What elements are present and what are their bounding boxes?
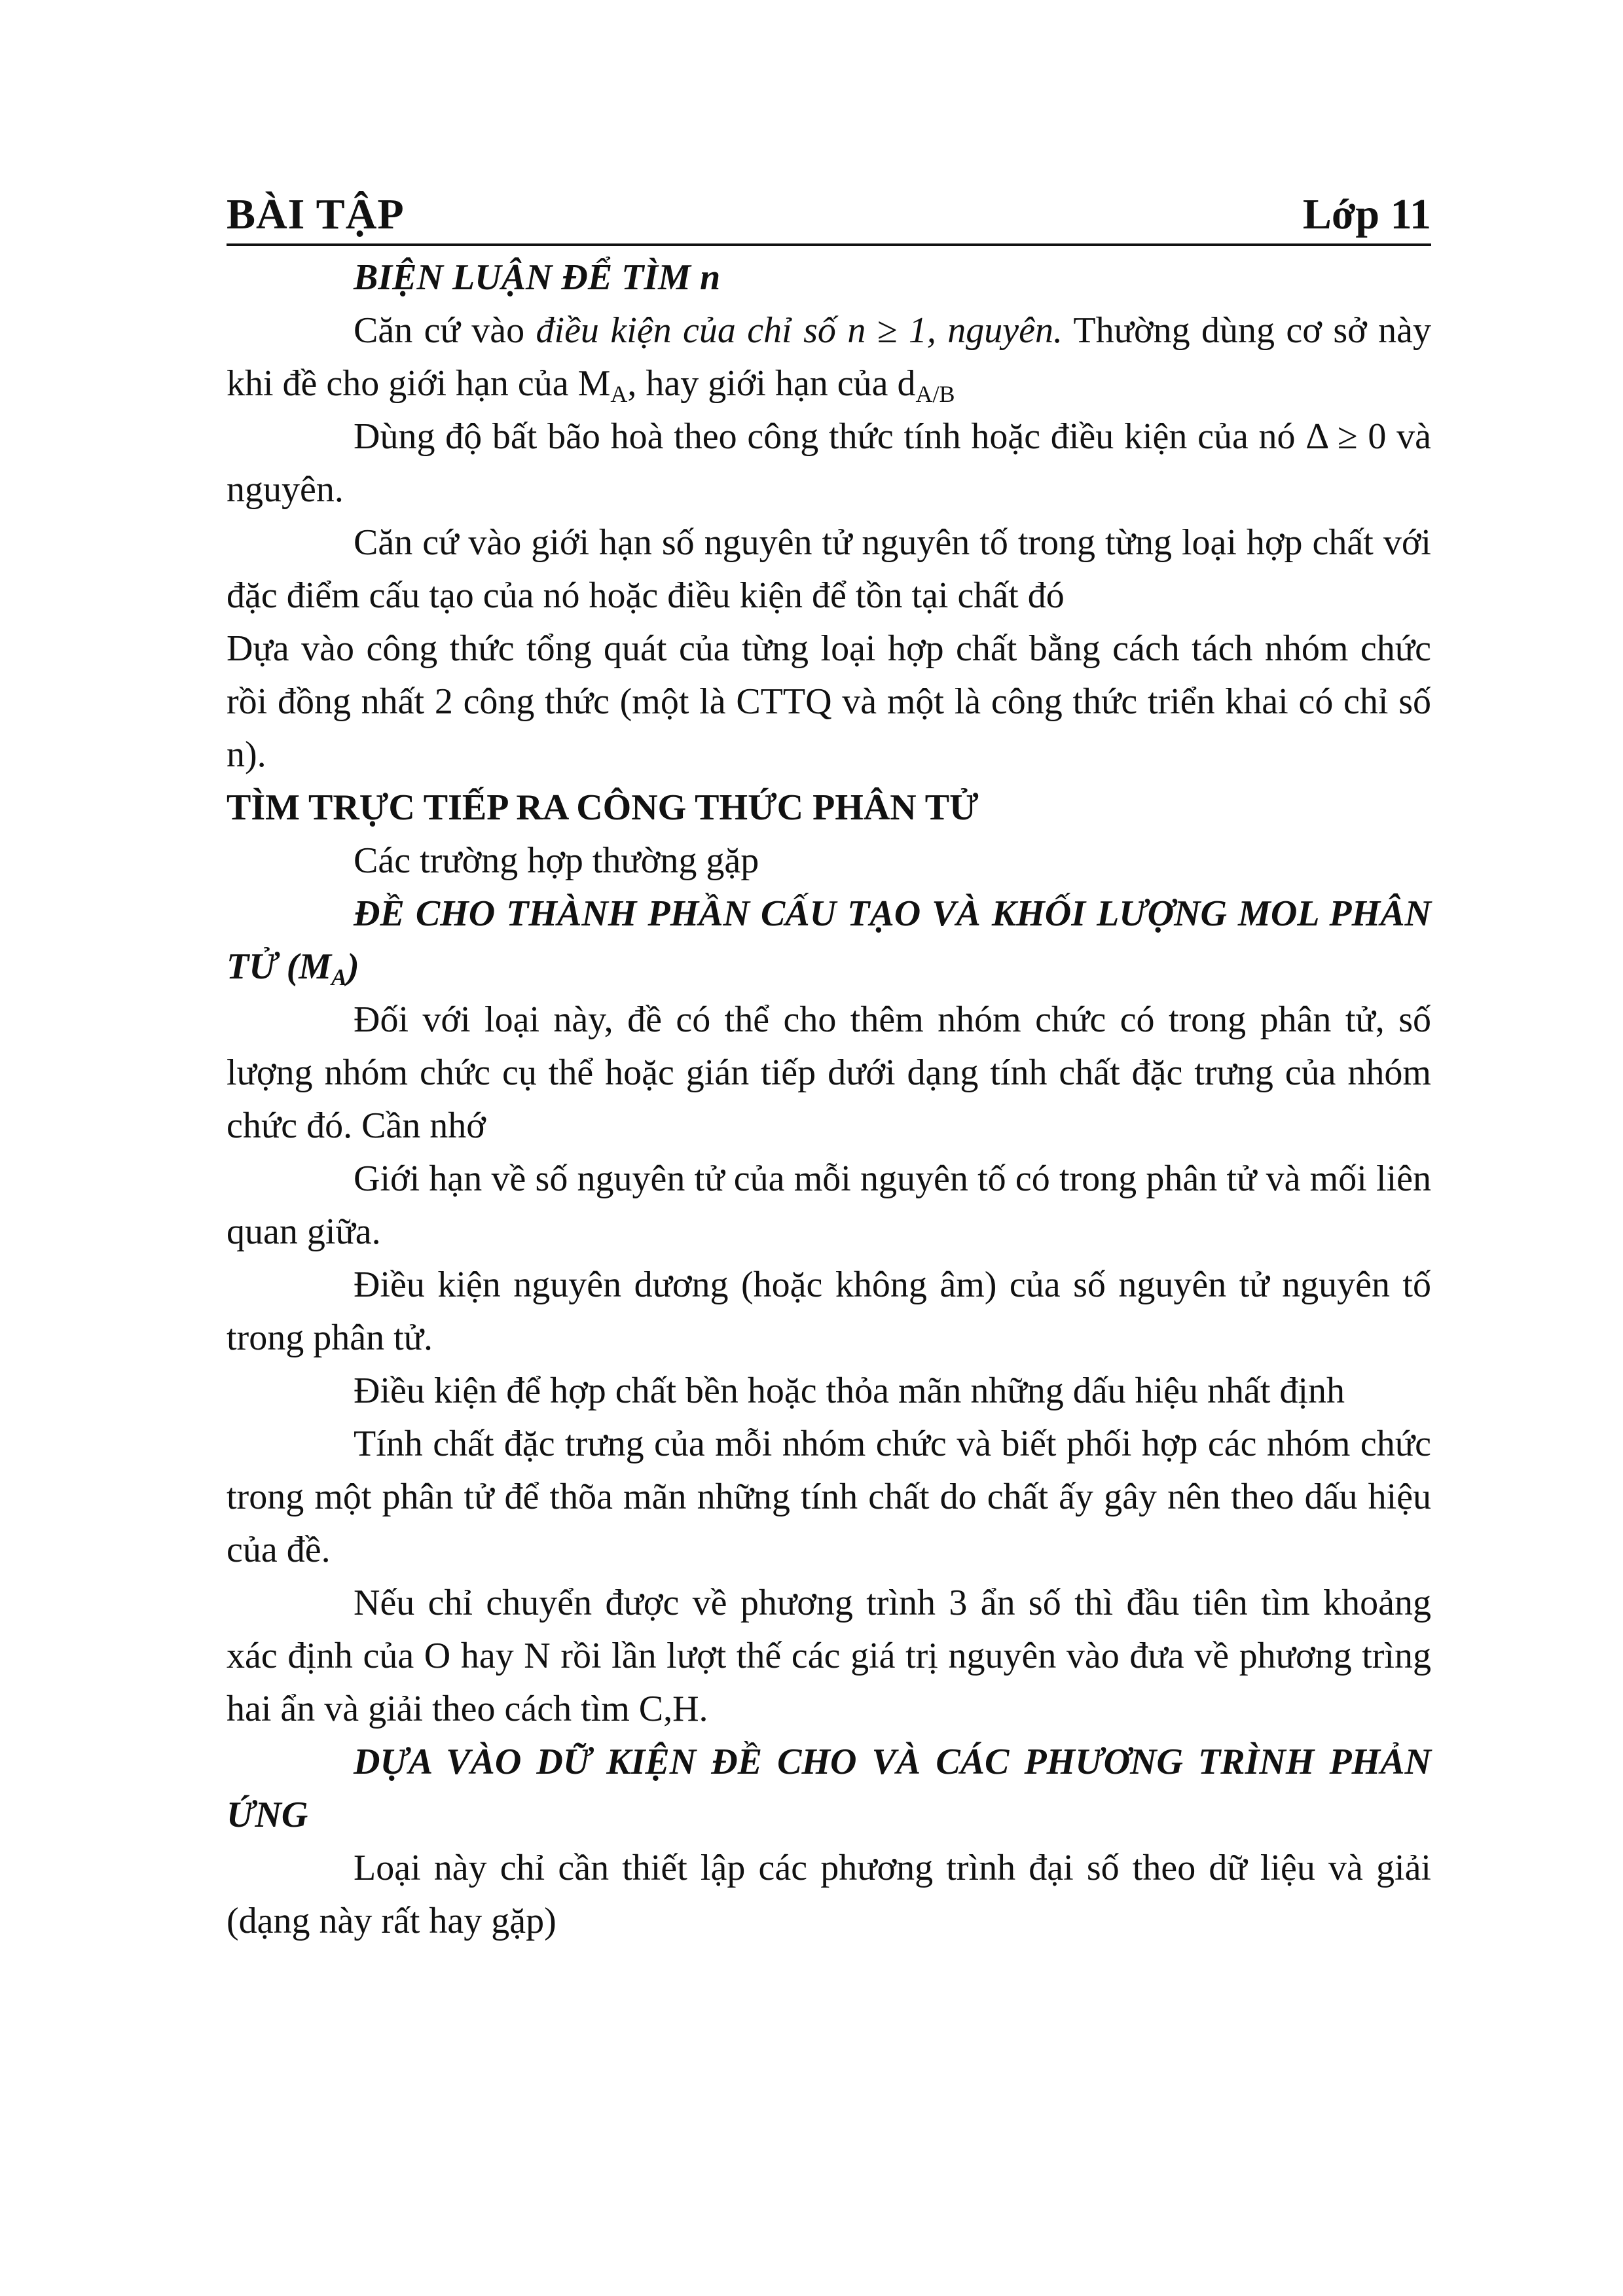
paragraph-truong-hop: Các trường hợp thường gặp — [354, 840, 759, 881]
header-title: BÀI TẬP — [227, 190, 405, 238]
paragraph-hop-chat-ben: Điều kiện để hợp chất bền hoặc thỏa mãn những dấu hiệu nhất định — [354, 1371, 1345, 1411]
paragraph-phuong-trinh-3-an: Nếu chỉ chuyển được về phương trình 3 ẩn số thì đầu tiên tìm khoảng xác định của O hay N rồi lần lượt thế các giá trị nguyên vào đưa về phương trìng hai ẩn và giải theo cách tìm C,H. — [227, 1583, 1431, 1729]
p1-text-a: Căn cứ vào — [354, 310, 536, 351]
heading-thanh-phan-cau-tao — [227, 888, 1431, 994]
p1-text-c: , hay giới hạn của d — [627, 363, 916, 404]
heading-tim-truc-tiep: TÌM TRỰC TIẾP RA CÔNG THỨC PHÂN TỬ — [227, 787, 979, 828]
paragraph-gioi-han-nguyen-tu: Căn cứ vào giới hạn số nguyên tử nguyên tố trong từng loại hợp chất với đặc điểm cấu tạo của nó hoặc điều kiện để tồn tại chất đó — [227, 522, 1431, 616]
page-header — [227, 191, 1431, 246]
paragraph-dieu-kien-n — [227, 304, 1431, 410]
header-grade: Lớp 11 — [1302, 190, 1431, 238]
p1-subscript-ab: A/B — [915, 381, 955, 407]
heading3-subscript: A — [331, 964, 348, 990]
heading-bien-luan: BIỆN LUẬN ĐỂ TÌM n — [354, 257, 721, 298]
p1-subscript-a: A — [610, 381, 628, 407]
p1-text-b: Thường dùng cơ sở này khi đề cho giới hạn của M — [227, 310, 1431, 404]
paragraph-do-bat-bao-hoa: Dùng độ bất bão hoà theo công thức tính hoặc điều kiện của nó Δ ≥ 0 và nguyên. — [227, 416, 1431, 510]
paragraph-nguyen-duong: Điều kiện nguyên dương (hoặc không âm) của số nguyên tử nguyên tố trong phân tử. — [227, 1265, 1431, 1358]
paragraph-phuong-trinh-dai-so: Loại này chỉ cần thiết lập các phương trình đại số theo dữ liệu và giải (dạng này rất hay gặp) — [227, 1848, 1431, 1941]
paragraph-gioi-han-so-nguyen-tu: Giới hạn về số nguyên tử của mỗi nguyên tố có trong phân tử và mối liên quan giữa. — [227, 1158, 1431, 1252]
paragraph-tinh-chat-dac-trung: Tính chất đặc trưng của mỗi nhóm chức và biết phối hợp các nhóm chức trong một phân tử để thõa mãn những tính chất do chất ấy gây nên theo dấu hiệu của đề. — [227, 1424, 1431, 1570]
paragraph-cong-thuc-tong-quat: Dựa vào công thức tổng quát của từng loại hợp chất bằng cách tách nhóm chức rồi đồng nhất 2 công thức (một là CTTQ và một là công thức triển khai có chỉ số n). — [227, 628, 1431, 775]
page-content — [227, 251, 1431, 1948]
heading-du-kien-phuong-trinh: DỰA VÀO DỮ KIỆN ĐỀ CHO VÀ CÁC PHƯƠNG TRÌNH PHẢN ỨNG — [227, 1742, 1431, 1835]
paragraph-nhom-chuc: Đối với loại này, đề có thể cho thêm nhóm chức có trong phân tử, số lượng nhóm chức cụ thể hoặc gián tiếp dưới dạng tính chất đặc trưng của nhóm chức đó. Cần nhớ — [227, 999, 1431, 1146]
p1-italic-text: điều kiện của chỉ số n ≥ 1, nguyên. — [536, 310, 1063, 351]
heading3-close: ) — [347, 946, 359, 987]
heading3-text: ĐỀ CHO THÀNH PHẦN CẤU TẠO VÀ KHỐI LƯỢNG MOL PHÂN TỬ (M — [227, 893, 1431, 987]
